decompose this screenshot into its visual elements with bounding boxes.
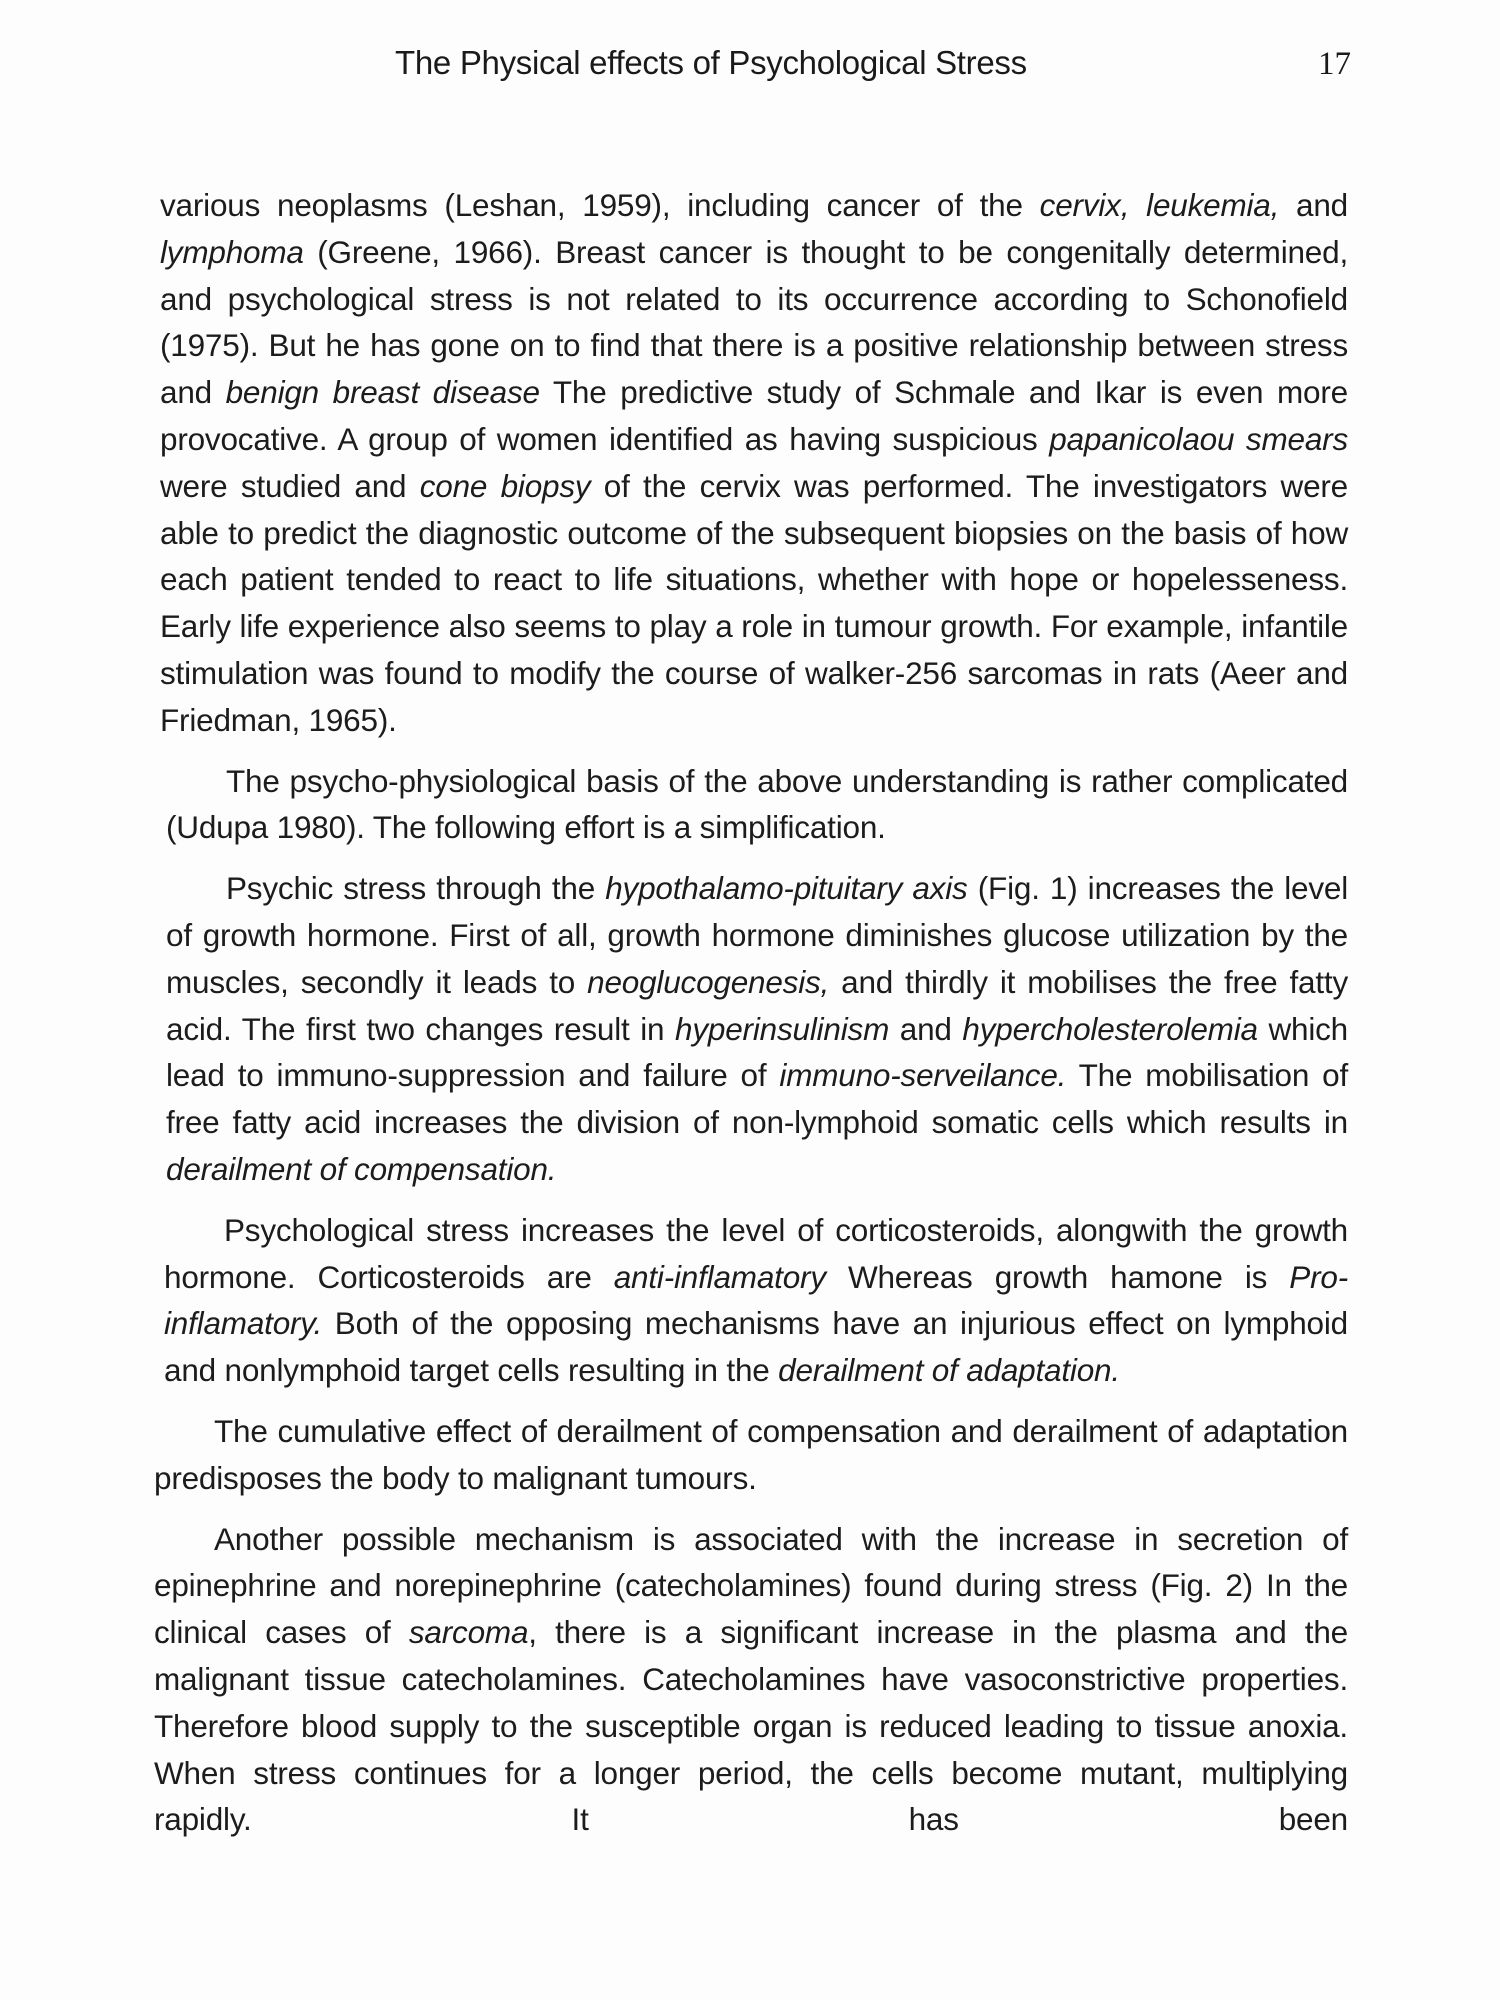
italic-term: papanicolaou smears	[1049, 420, 1348, 457]
text-run: various neoplasms (Leshan, 1959), including cancer of the	[160, 187, 1040, 223]
text-run: of the cervix was performed. The investigators were able to predict the diagnostic outcome of the subsequent biopsies on the basis of how each patient tended to react to life situations, whether with hope or hopelesseness. Early life experience also seems to play a role in tumour growth. For example, infantile stimulation was found to modify the course of walker-256 sarcomas in rats (Aeer and Friedman, 1965).	[160, 467, 1349, 738]
text-run: were studied and	[160, 467, 420, 504]
text-run: Another possible mechanism is associated with the increase in secretion of epinephrine and norepinephrine (catecholamines) found during stress (Fig. 2) In the clinical cases of	[154, 1520, 1348, 1651]
paragraph	[154, 1408, 1348, 1502]
italic-term: benign breast disease	[225, 374, 540, 411]
italic-term: Pro-inflamatory.	[164, 1258, 1348, 1342]
running-title: The Physical effects of Psychological Stress	[395, 44, 1027, 81]
text-run: (Greene, 1966). Breast cancer is thought to be congenitally determined, and psychological stress is not related to its occurrence according to Schonofield (1975). But he has gone on to find that there is a positive relationship between stress and	[160, 233, 1348, 411]
text-run: which lead to immuno-suppression and failure of	[166, 1010, 1349, 1094]
text-run: and	[889, 1010, 963, 1047]
italic-term: immuno-serveilance.	[779, 1057, 1067, 1094]
italic-term: hypercholesterolemia	[962, 1010, 1258, 1047]
text-run: , there is a significant increase in the plasma and the malignant tissue catecholamines. Catecholamines have vasoconstrictive properties. Therefore blood supply to the susceptible organ is reduced leading to tissue anoxia. When stress continues for a longer period, the cells become mutant, multiplying rapidly. It has been	[154, 1614, 1349, 1838]
italic-term: sarcoma	[408, 1614, 529, 1651]
text-run: and	[1279, 187, 1348, 223]
italic-term: hyperinsulinism	[675, 1010, 890, 1047]
text-run: The cumulative effect of derailment of compensation and derailment of adaptation predisposes the body to malignant tumours.	[154, 1412, 1348, 1496]
italic-term: anti-inflamatory	[613, 1258, 826, 1295]
text-run: The predictive study of Schmale and Ikar is even more provocative. A group of women identified as having suspicious	[160, 374, 1348, 457]
text-run: The psycho-physiological basis of the above understanding is rather complicated (Udupa 1980). The following effort is a simplification.	[166, 762, 1348, 846]
paragraph	[166, 758, 1348, 852]
text-run: (Fig. 1) increases the level of growth hormone. First of all, growth hormone diminishes glucose utilization by the muscles, secondly it leads to	[166, 870, 1348, 1000]
italic-term: derailment of compensation.	[166, 1150, 557, 1187]
page-number: 17	[1318, 46, 1351, 82]
italic-term: neoglucogenesis,	[587, 963, 830, 1000]
italic-term: hypothalamo-pituitary axis	[605, 870, 968, 907]
paragraph	[154, 1516, 1348, 1844]
paragraph	[160, 182, 1348, 744]
running-header	[0, 44, 1500, 94]
italic-term: cervix, leukemia,	[1039, 187, 1280, 223]
text-run: Both of the opposing mechanisms have an injurious effect on lymphoid and nonlymphoid target cells resulting in the	[164, 1305, 1348, 1389]
text-run: The mobilisation of free fatty acid increases the division of non-lymphoid somatic cells which results in	[166, 1057, 1348, 1141]
text-run: and thirdly it mobilises the free fatty acid. The first two changes result in	[166, 963, 1349, 1047]
paragraph	[166, 865, 1348, 1193]
body-text	[154, 182, 1349, 1843]
italic-term: cone biopsy	[419, 467, 591, 504]
italic-term: derailment of adaptation.	[778, 1352, 1120, 1389]
text-run: Whereas growth hamone is	[825, 1258, 1290, 1295]
text-run: Psychic stress through the	[226, 870, 606, 907]
italic-term: lymphoma	[160, 233, 304, 270]
text-run: Psychological stress increases the level of corticosteroids, alongwith the growth hormone. Corticosteroids are	[164, 1211, 1348, 1295]
paragraph	[164, 1207, 1348, 1394]
